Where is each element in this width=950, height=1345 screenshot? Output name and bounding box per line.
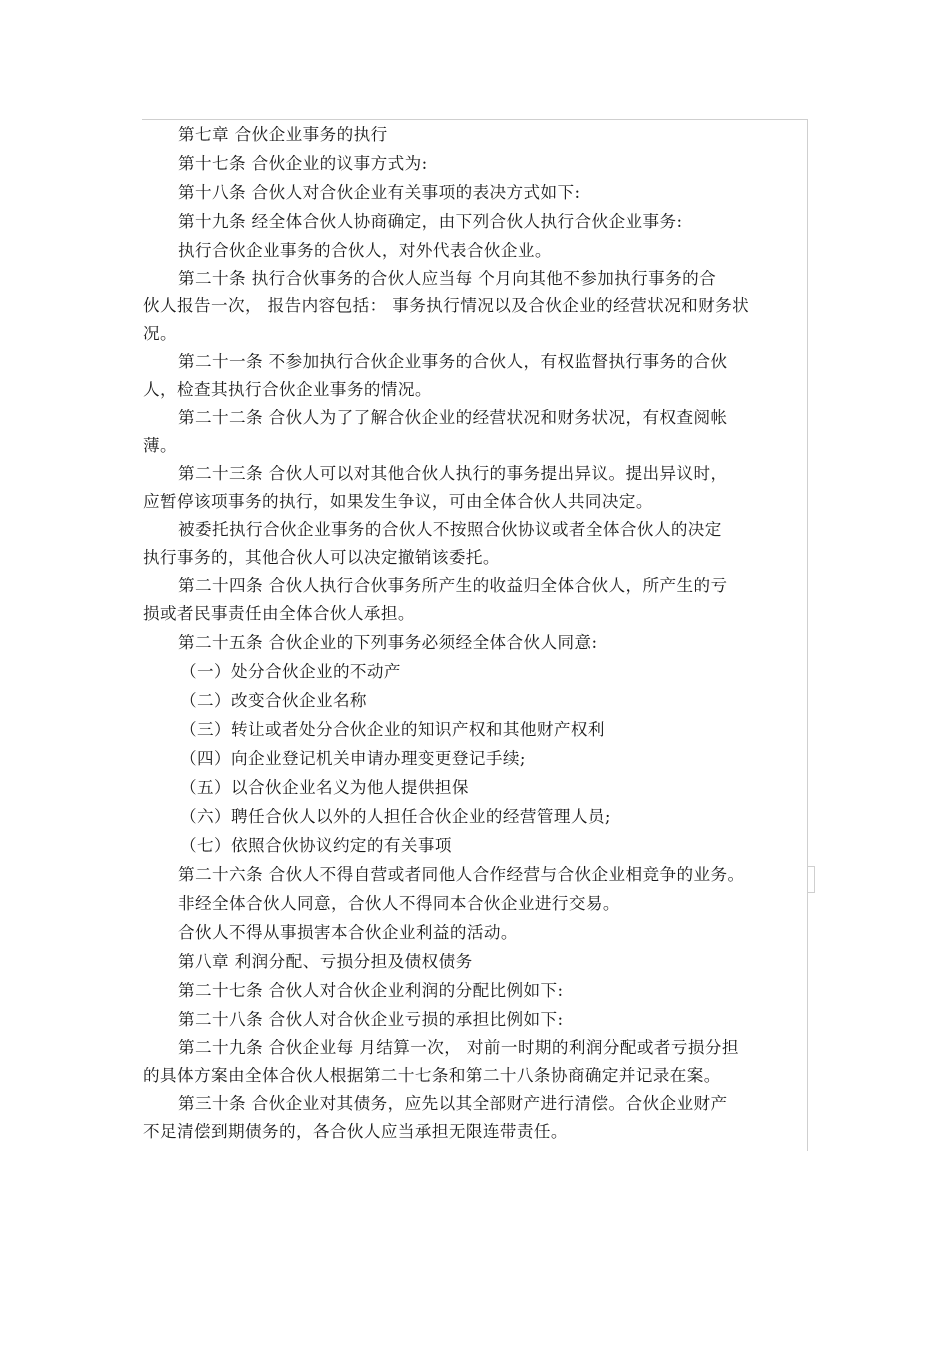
chapter-heading: 第七章 合伙企业事务的执行 [178, 125, 388, 144]
article-line: 第二十二条 合伙人为了了解合伙企业的经营状况和财务状况，有权查阅帐 [178, 408, 728, 427]
article-line: 第十七条 合伙企业的议事方式为: [178, 154, 428, 173]
article-line: 合伙人不得从事损害本合伙企业利益的活动。 [178, 923, 518, 942]
article-line: 第二十三条 合伙人可以对其他合伙人执行的事务提出异议。提出异议时， [178, 464, 728, 483]
article-line: 第二十九条 合伙企业每 月结算一次， 对前一时期的利润分配或者亏损分担 [178, 1038, 739, 1057]
article-line: 的具体方案由全体合伙人根据第二十七条和第二十八条协商确定并记录在案。 [143, 1066, 721, 1085]
article-line: 第二十八条 合伙人对合伙企业亏损的承担比例如下: [178, 1010, 564, 1029]
list-item: （一）处分合伙企业的不动产 [180, 662, 401, 681]
article-line: 执行事务的，其他合伙人可以决定撤销该委托。 [143, 548, 500, 567]
article-line: 损或者民事责任由全体合伙人承担。 [143, 604, 415, 623]
list-item: （四）向企业登记机关申请办理变更登记手续; [180, 749, 526, 768]
list-item: （六）聘任合伙人以外的人担任合伙企业的经营管理人员; [180, 807, 611, 826]
document-body [143, 120, 793, 1146]
article-line: 第二十六条 合伙人不得自营或者同他人合作经营与合伙企业相竞争的业务。 [178, 865, 745, 884]
list-item: （二）改变合伙企业名称 [180, 691, 367, 710]
article-line: 被委托执行合伙企业事务的合伙人不按照合伙协议或者全体合伙人的决定 [178, 520, 722, 539]
article-line: 第十八条 合伙人对合伙企业有关事项的表决方式如下: [178, 183, 581, 202]
list-item: （七）依照合伙协议约定的有关事项 [180, 836, 452, 855]
article-line: 伙人报告一次， 报告内容包括： 事务执行情况以及合伙企业的经营状况和财务状 [143, 296, 750, 315]
article-line: 薄。 [143, 436, 177, 455]
chapter-heading: 第八章 利润分配、亏损分担及债权债务 [178, 952, 473, 971]
article-line: 第三十条 合伙企业对其债务，应先以其全部财产进行清偿。合伙企业财产 [178, 1094, 728, 1113]
article-line: 第十九条 经全体合伙人协商确定，由下列合伙人执行合伙企业事务: [178, 212, 683, 231]
article-line: 第二十七条 合伙人对合伙企业利润的分配比例如下: [178, 981, 564, 1000]
article-line: 第二十条 执行合伙事务的合伙人应当每 个月向其他不参加执行事务的合 [178, 269, 717, 288]
article-line: 应暂停该项事务的执行，如果发生争议，可由全体合伙人共同决定。 [143, 492, 653, 511]
list-item: （五）以合伙企业名义为他人提供担保 [180, 778, 469, 797]
article-line: 况。 [143, 324, 177, 343]
list-item: （三）转让或者处分合伙企业的知识产权和其他财产权利 [180, 720, 605, 739]
article-line: 执行合伙企业事务的合伙人，对外代表合伙企业。 [178, 241, 552, 260]
article-line: 第二十四条 合伙人执行合伙事务所产生的收益归全体合伙人，所产生的亏 [178, 576, 728, 595]
article-line: 非经全体合伙人同意，合伙人不得同本合伙企业进行交易。 [178, 894, 620, 913]
article-line: 人，检查其执行合伙企业事务的情况。 [143, 380, 432, 399]
article-line: 第二十五条 合伙企业的下列事务必须经全体合伙人同意: [178, 633, 598, 652]
article-line: 不足清偿到期债务的，各合伙人应当承担无限连带责任。 [143, 1122, 568, 1141]
article-line: 第二十一条 不参加执行合伙企业事务的合伙人，有权监督执行事务的合伙 [178, 352, 728, 371]
margin-marker [808, 866, 815, 893]
